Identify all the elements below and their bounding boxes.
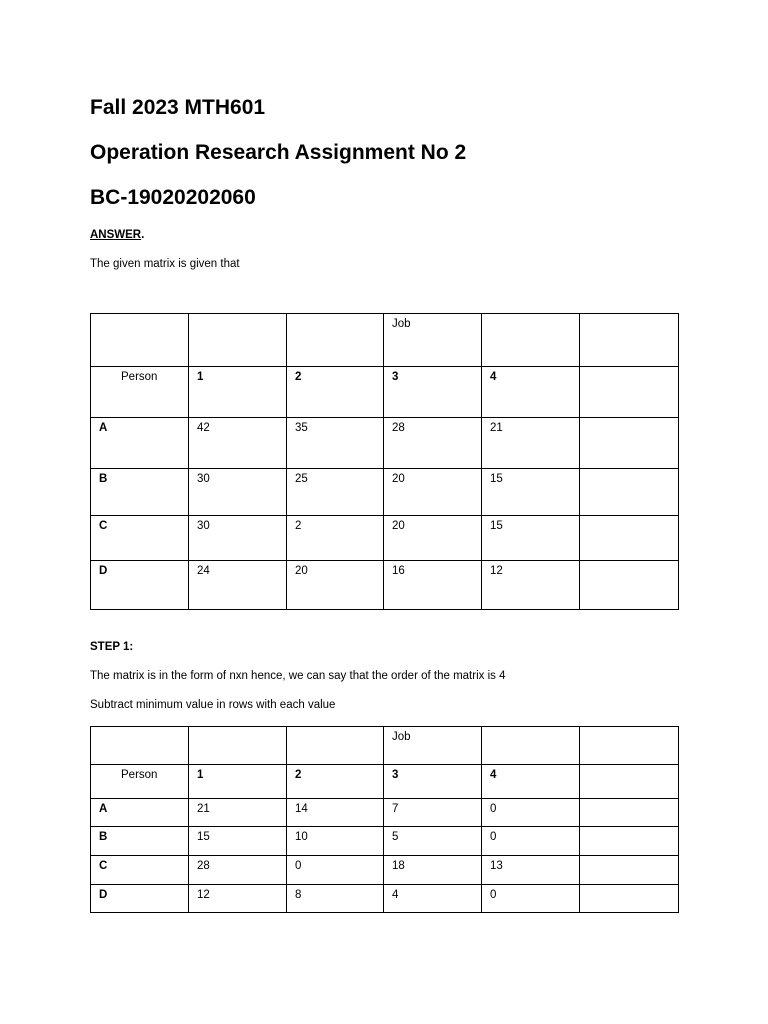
column-header: 1 bbox=[189, 765, 287, 799]
table-row bbox=[91, 469, 679, 516]
column-header: 2 bbox=[287, 367, 384, 418]
table-row bbox=[91, 561, 679, 610]
person-label: Person bbox=[91, 765, 189, 799]
table-cell bbox=[91, 314, 189, 367]
assignment-title: Operation Research Assignment No 2 bbox=[90, 141, 467, 164]
table-cell bbox=[287, 314, 384, 367]
job-label: Job bbox=[384, 727, 482, 765]
table-cell bbox=[580, 516, 679, 561]
table-cell: 12 bbox=[189, 885, 287, 913]
table-cell bbox=[580, 727, 679, 765]
table-cell: 12 bbox=[482, 561, 580, 610]
row-label: D bbox=[91, 885, 189, 913]
table-cell: 21 bbox=[482, 418, 580, 469]
table-header-row bbox=[91, 314, 679, 367]
course-title: Fall 2023 MTH601 bbox=[90, 96, 266, 119]
table-cell bbox=[287, 727, 384, 765]
table-cell: 13 bbox=[482, 856, 580, 885]
table-row bbox=[91, 799, 679, 827]
table-cell: 20 bbox=[384, 516, 482, 561]
table-cell: 5 bbox=[384, 827, 482, 856]
table-cell: 20 bbox=[287, 561, 384, 610]
table-column-row bbox=[91, 765, 679, 799]
table-cell bbox=[189, 314, 287, 367]
table-cell bbox=[580, 314, 679, 367]
row-label: C bbox=[91, 516, 189, 561]
table-cell: 24 bbox=[189, 561, 287, 610]
table-row bbox=[91, 827, 679, 856]
student-id: BC-19020202060 bbox=[90, 186, 256, 209]
table-row bbox=[91, 516, 679, 561]
table-cell: 4 bbox=[384, 885, 482, 913]
table-cell: 18 bbox=[384, 856, 482, 885]
table-cell bbox=[580, 469, 679, 516]
intro-text: The given matrix is given that bbox=[90, 258, 240, 270]
column-header: 3 bbox=[384, 765, 482, 799]
table-cell bbox=[580, 561, 679, 610]
table-cell: 10 bbox=[287, 827, 384, 856]
row-label: A bbox=[91, 799, 189, 827]
column-header: 3 bbox=[384, 367, 482, 418]
step1-title: STEP 1: bbox=[90, 641, 134, 653]
table-column-row bbox=[91, 367, 679, 418]
row-label: B bbox=[91, 469, 189, 516]
job-label: Job bbox=[384, 314, 482, 367]
table-cell: 20 bbox=[384, 469, 482, 516]
table-row bbox=[91, 856, 679, 885]
table-cell: 21 bbox=[189, 799, 287, 827]
table-cell bbox=[482, 314, 580, 367]
table-cell: 25 bbox=[287, 469, 384, 516]
table-cell: 30 bbox=[189, 516, 287, 561]
table-cell: 2 bbox=[287, 516, 384, 561]
column-header: 2 bbox=[287, 765, 384, 799]
table-cell: 15 bbox=[482, 469, 580, 516]
table-cell bbox=[482, 727, 580, 765]
table-cell: 0 bbox=[482, 799, 580, 827]
row-label: D bbox=[91, 561, 189, 610]
table-header-row bbox=[91, 727, 679, 765]
step1-text-subtract: Subtract minimum value in rows with each value bbox=[90, 699, 336, 711]
table-cell: 0 bbox=[287, 856, 384, 885]
answer-label: ANSWER bbox=[90, 229, 142, 241]
table-cell bbox=[580, 856, 679, 885]
table-cell bbox=[580, 827, 679, 856]
answer-heading bbox=[90, 229, 144, 241]
column-header: 1 bbox=[189, 367, 287, 418]
table-cell bbox=[580, 765, 679, 799]
table-cell: 28 bbox=[189, 856, 287, 885]
table-cell: 8 bbox=[287, 885, 384, 913]
row-label: C bbox=[91, 856, 189, 885]
table-cell bbox=[189, 727, 287, 765]
column-header: 4 bbox=[482, 765, 580, 799]
step1-text-order: The matrix is in the form of nxn hence, we can say that the order of the matrix is 4 bbox=[90, 670, 506, 682]
table-cell: 15 bbox=[189, 827, 287, 856]
cost-matrix-table bbox=[90, 313, 679, 610]
reduced-matrix-table bbox=[90, 726, 679, 913]
answer-punct: . bbox=[141, 229, 145, 241]
table-cell bbox=[580, 418, 679, 469]
table-cell: 42 bbox=[189, 418, 287, 469]
table-cell: 16 bbox=[384, 561, 482, 610]
row-label: B bbox=[91, 827, 189, 856]
table-cell: 0 bbox=[482, 827, 580, 856]
table-cell bbox=[580, 885, 679, 913]
table-cell: 35 bbox=[287, 418, 384, 469]
table-cell: 0 bbox=[482, 885, 580, 913]
table-cell: 15 bbox=[482, 516, 580, 561]
table-cell bbox=[91, 727, 189, 765]
table-cell: 30 bbox=[189, 469, 287, 516]
table-cell bbox=[580, 367, 679, 418]
column-header: 4 bbox=[482, 367, 580, 418]
table-cell: 28 bbox=[384, 418, 482, 469]
table-cell bbox=[580, 799, 679, 827]
person-label: Person bbox=[91, 367, 189, 418]
table-cell: 7 bbox=[384, 799, 482, 827]
table-row bbox=[91, 418, 679, 469]
table-cell: 14 bbox=[287, 799, 384, 827]
row-label: A bbox=[91, 418, 189, 469]
table-row bbox=[91, 885, 679, 913]
